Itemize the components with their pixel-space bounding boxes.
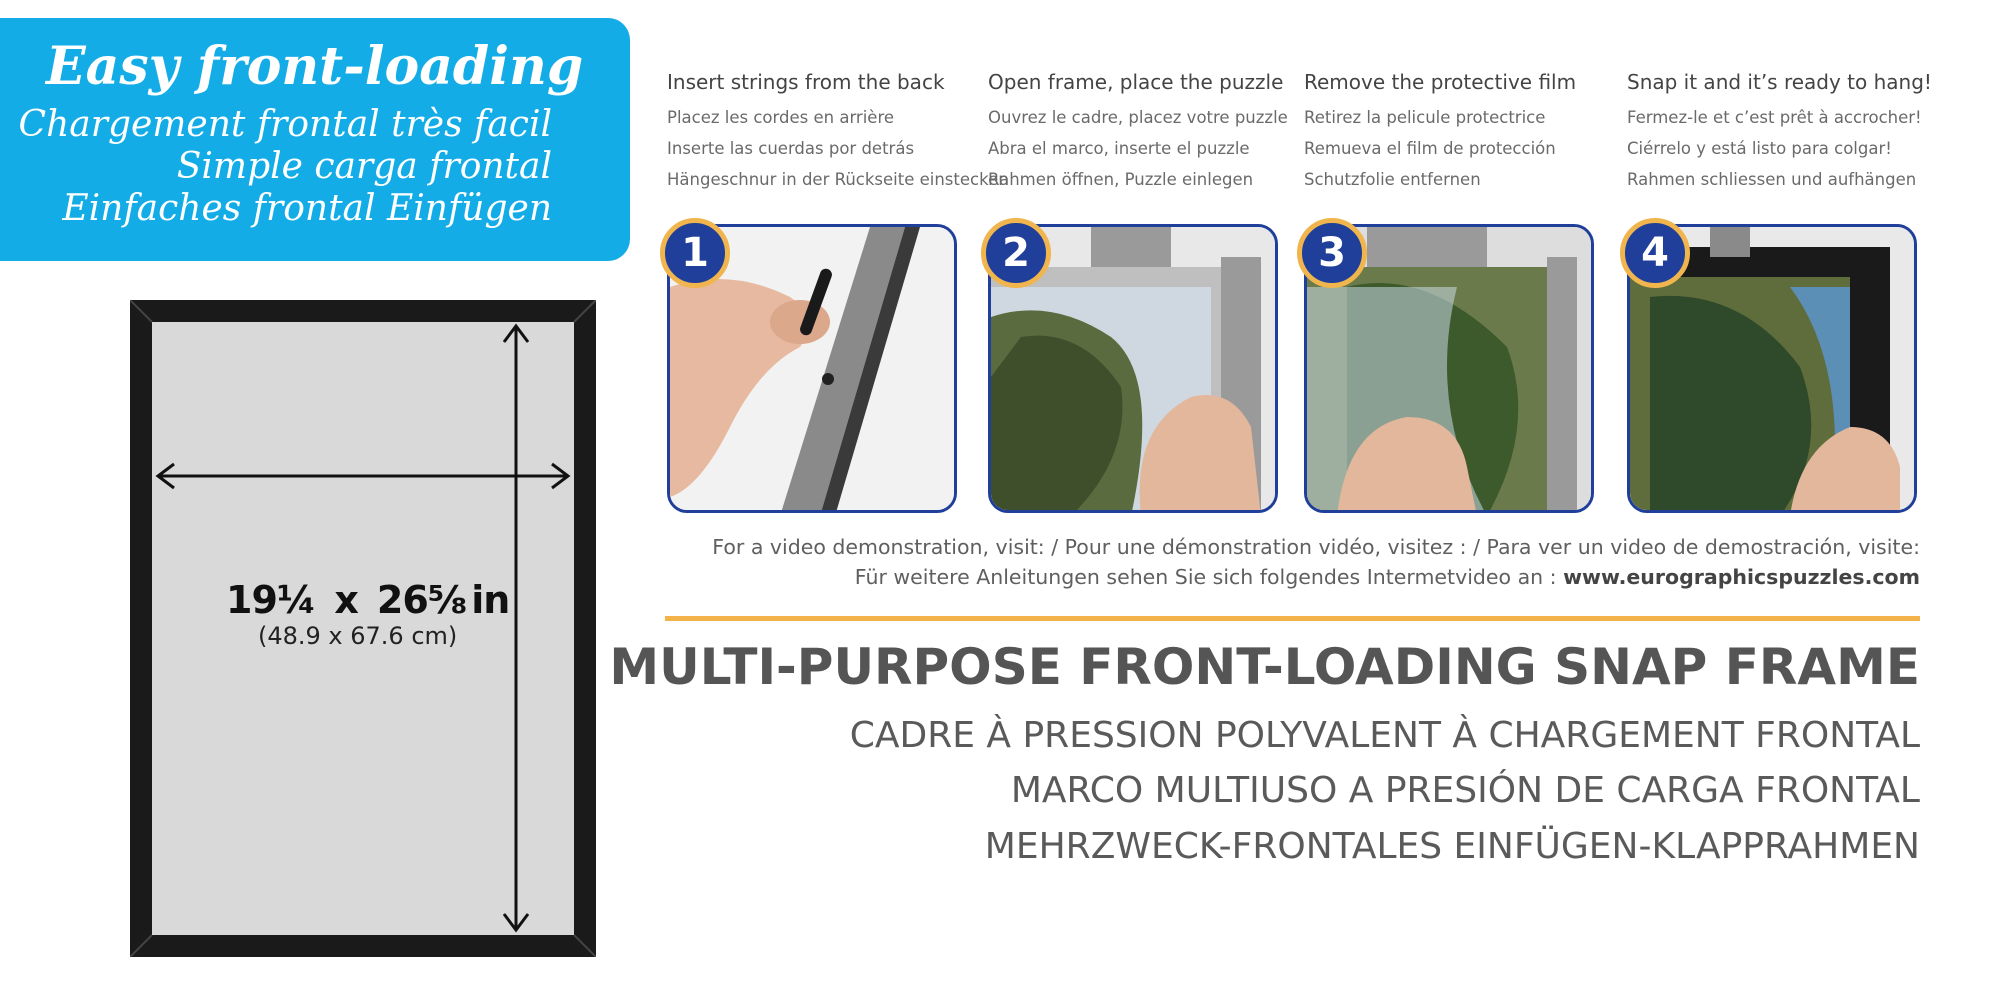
step-text-de: Rahmen öffnen, Puzzle einlegen xyxy=(988,170,1254,189)
step-text-es: Remueva el film de protección xyxy=(1304,139,1556,158)
banner-title-en: Easy front-loading xyxy=(46,36,584,97)
step-1-text xyxy=(667,70,1009,195)
video-line-1: For a video demonstration, visit: / Pour une démonstration vidéo, visitez : / Para ver un video de demostración, visite: xyxy=(712,535,1920,559)
step-text-de: Rahmen schliessen und aufhängen xyxy=(1627,170,1917,189)
dimension-unit: in xyxy=(471,578,510,622)
step-3-text xyxy=(1304,70,1609,195)
step-text-de: Hängeschnur in der Rückseite einstecken xyxy=(667,170,1009,189)
banner-title-fr: Chargement frontal très facil xyxy=(18,104,552,145)
step-text-de: Schutzfolie entfernen xyxy=(1304,170,1481,189)
dimension-separator: x xyxy=(334,578,358,622)
title-banner xyxy=(0,18,630,261)
video-line-2-prefix: Für weitere Anleitungen sehen Sie sich folgendes Intermetvideo an : xyxy=(854,565,1557,589)
step-text-fr: Retirez la pelicule protectrice xyxy=(1304,108,1546,127)
banner-title-de: Einfaches frontal Einfügen xyxy=(62,188,552,229)
step-text-fr: Fermez-le et c’est prêt à accrocher! xyxy=(1627,108,1922,127)
product-title-de: MEHRZWECK-FRONTALES EINFÜGEN-KLAPPRAHMEN xyxy=(984,826,1920,867)
product-title-es: MARCO MULTIUSO A PRESIÓN DE CARGA FRONTAL xyxy=(1010,770,1920,811)
step-text-es: Inserte las cuerdas por detrás xyxy=(667,139,915,158)
step-number-badge: 3 xyxy=(1297,218,1367,288)
step-number-badge: 2 xyxy=(981,218,1051,288)
video-line-2 xyxy=(712,565,1920,589)
step-number-badge: 1 xyxy=(660,218,730,288)
frame-dimensions-imperial xyxy=(226,578,526,622)
step-title: Remove the protective film xyxy=(1304,70,1577,94)
banner-title-es: Simple carga frontal xyxy=(176,146,552,187)
divider-line xyxy=(665,616,1920,621)
dimension-height: 26⅝ xyxy=(376,578,467,622)
step-text-fr: Placez les cordes en arrière xyxy=(667,108,895,127)
step-title: Snap it and it’s ready to hang! xyxy=(1627,70,1932,94)
step-text-es: Ciérrelo y está listo para colgar! xyxy=(1627,139,1892,158)
product-title-en: MULTI-PURPOSE FRONT-LOADING SNAP FRAME xyxy=(609,638,1920,696)
step-title: Open frame, place the puzzle xyxy=(988,70,1284,94)
step-text-es: Abra el marco, inserte el puzzle xyxy=(988,139,1250,158)
step-text-fr: Ouvrez le cadre, placez votre puzzle xyxy=(988,108,1288,127)
step-4-text xyxy=(1627,70,1932,195)
video-demonstration-note xyxy=(712,535,1920,589)
step-2-text xyxy=(988,70,1293,195)
product-title-fr: CADRE À PRESSION POLYVALENT À CHARGEMENT FRONTAL xyxy=(849,715,1920,756)
dimension-width: 19¼ xyxy=(226,578,316,622)
step-number-badge: 4 xyxy=(1620,218,1690,288)
website-link[interactable]: www.eurographicspuzzles.com xyxy=(1563,565,1920,589)
step-title: Insert strings from the back xyxy=(667,70,945,94)
frame-dimensions-metric: (48.9 x 67.6 cm) xyxy=(258,622,458,650)
